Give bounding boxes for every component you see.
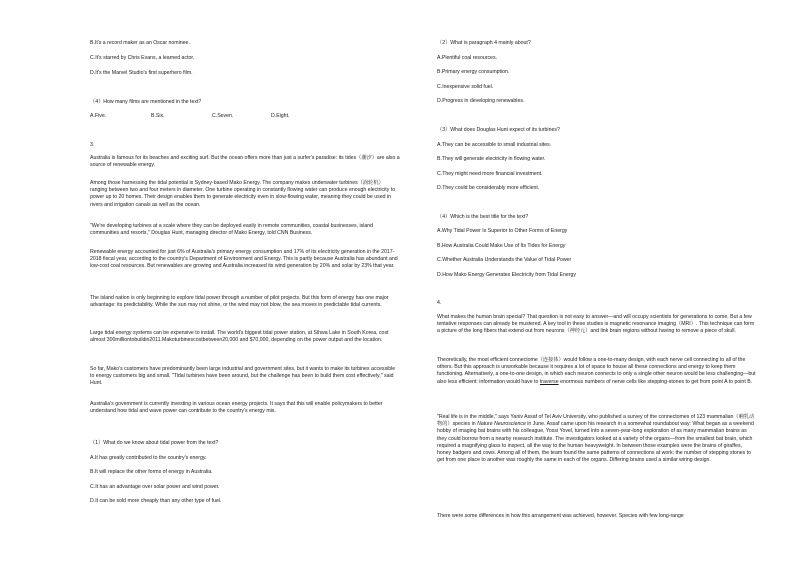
- option-b: B.It will replace the other forms of energy in Australia.: [90, 469, 213, 475]
- paragraph: [437, 414, 757, 464]
- option-a: A.Plentiful coal resources.: [437, 55, 497, 61]
- option-b: B.Primary energy consumption.: [437, 69, 510, 75]
- paragraph: The island nation is only beginning to explore tidal power through a number of pilot projects. But this form of energy has one major advantage: its predictability. While the sun may not shine, or the wind may not blow, the sea moves in predictable tidal currents.: [90, 295, 389, 309]
- option-d: D.It can be sold more cheaply than any other type of fuel.: [90, 498, 222, 504]
- option-a: A.They can be accessible to small industrial sites.: [437, 142, 552, 148]
- paragraph-text: enormous numbers of nerve cells like stepping-stones to get from point A to point B.: [560, 378, 753, 385]
- paragraph-text: in June. Assaf came upon his research in a somewhat roundabout way: What began as a weekend hobby of imaging bat brains with his colleague, Yossi Yovel, turned into a seven-year-long exploration of as many mammalian brains as they could borrow from a nearby research institute. The investigators looked at a variety of the organs—from the smallest bat brain, which required a magnifying glass to inspect, all the way to the human heavyweight. In between those examples were the brains of giraffes, honey badgers and cows. Among all of them, the team found the same patterns of connections at work: the number of stepping stones to get from one place to another was roughly the same in each of the organs. Differing brains used a similar wiring design.: [437, 421, 754, 464]
- question-stem: （3）What does Douglas Hunt expect of its turbines?: [437, 127, 560, 133]
- question-stem: （1）What do we know about tidal power from the text?: [90, 440, 219, 446]
- paragraph-text: Theoretically, the most efficient connectome（连接体）would follow a one-to-many design, with each nerve cell connecting to all of the others. But this approach is unworkable because it requires a lot of space to house all these connections and energy to keep them functioning. Alternatively, a one-to-one design, in which each neuron connects to only a single other neuron would be less challenging—but also less efficient: information would have to: [437, 357, 756, 385]
- paragraph: "We're developing turbines at a scale where they can be deployed easily in remote communities, coastal businesses, island communities and resorts," Douglas Hunt, managing director of Mako Energy, told CNN Business.: [90, 223, 374, 237]
- option-c: C.It's starred by Chris Evans, a learned actor.: [90, 55, 195, 61]
- paragraph: Australia is famous for its beaches and exciting surf. But the ocean offers more than just a surfer's paradise: its tides（潮汐）are also a source of renewable energy.: [90, 155, 400, 169]
- paragraph: Renewable energy accounted for just 6% of Australia's primary energy consumption and 17% of its electricity generation in the 2017-2018 fiscal year, according to the country's Department of Environment and Energy. This is partly because Australia has abundant and low-cost coal resources. But renewables are growing and Australia increased its wind generation by 20% and solar by 23% that year.: [90, 249, 398, 270]
- option-b: B.How Australia Could Make Use of Its Tides for Energy: [437, 243, 566, 249]
- paragraph: [437, 357, 757, 386]
- option-d: D.It's the Marvel Studio's first superhero film.: [90, 70, 193, 76]
- option-a: A.Why Tidal Power Is Superior to Other Forms of Energy: [437, 228, 568, 234]
- underlined-word: traverse: [539, 378, 559, 385]
- paragraph: What makes the human brain special? That question is not easy to answer—and will occupy scientists for generations to come. But a few tentative responses can already be mustered. A key tool in these studies is magnetic resonance imaging（MRI）. This technique can form a picture of the long fibers that extend out from neurons（神经元）and link brain regions without having to remove a piece of skull.: [437, 314, 755, 335]
- option-c: C.Whether Australia Understands the Value of Tidal Power: [437, 257, 572, 263]
- option-a: A.Five.: [90, 113, 107, 119]
- paragraph: Australia's government is currently investing in various ocean energy projects. It says that this will enable policymakers to better understand how tidal and wave power can contribute to the country's energy mix.: [90, 401, 383, 415]
- option-d: D.Eight.: [271, 113, 290, 119]
- option-d: D.How Mako Energy Generates Electricity from Tidal Energy: [437, 272, 576, 278]
- paragraph-text: "Real life is in the middle," says Yaniv Assaf of Tel Aviv University, who published a survey of the connectomes of 123 mammalian（哺乳动物的）species in: [437, 414, 755, 428]
- paragraph: Among those harnessing the tidal potential is Sydney-based Mako Energy. The company makes underwater turbines（涡轮机）ranging between two and four meters in diameter. One turbine operating in constantly flowing water can produce enough electricity to power up to 20 homes. Their design enables them to generate electricity even in slow-flowing water, meaning they could be used in rivers and irrigation canals as well as the ocean.: [90, 180, 396, 208]
- question-stem: （2）What is paragraph 4 mainly about?: [437, 40, 531, 46]
- option-b: B.They will generate electricity in flowing water.: [437, 156, 546, 162]
- section-number: 4.: [437, 300, 442, 306]
- option-d: D.Progress in developing renewables.: [437, 98, 525, 104]
- option-c: C.Inexpensive solid fuel.: [437, 84, 494, 90]
- option-c: C.Seven.: [212, 113, 234, 119]
- option-c: C.It has an advantage over solar power and wind power.: [90, 484, 220, 490]
- question-stem: （4）Which is the best title for the text?: [437, 214, 529, 220]
- question-stem: （4）How many films are mentioned in the text?: [90, 99, 202, 105]
- paragraph: So far, Mako's customers have predominantly been large industrial and government sites, but it wants to make its turbines accessible to energy customers big and small. "Tidal turbines have been around, but the challenge has been to build them cost effectively," said Hunt.: [90, 366, 396, 387]
- option-b: B.Six.: [151, 113, 165, 119]
- option-d: D.They could be considerably more efficient.: [437, 185, 540, 191]
- option-a: A.It has greatly contributed to the country's energy.: [90, 455, 207, 461]
- journal-name: Nature Neuroscience: [477, 421, 526, 428]
- paragraph: Large tidal energy systems can be expensive to install. The world's biggest tidal power station, at Sihwa Lake in South Korea, cost almost 300milliontobuildin2011.Makoturbinescostbetween20,000 and $70,000, depending on the power output and the location.: [90, 330, 389, 344]
- option-b: B.It's a record maker as an Oscar nominee.: [90, 40, 190, 46]
- section-number: 3.: [90, 142, 95, 148]
- paragraph: There were some differences in how this arrangement was achieved, however. Species with few long-range: [437, 513, 684, 519]
- option-c: C.They might need more financial investment.: [437, 171, 543, 177]
